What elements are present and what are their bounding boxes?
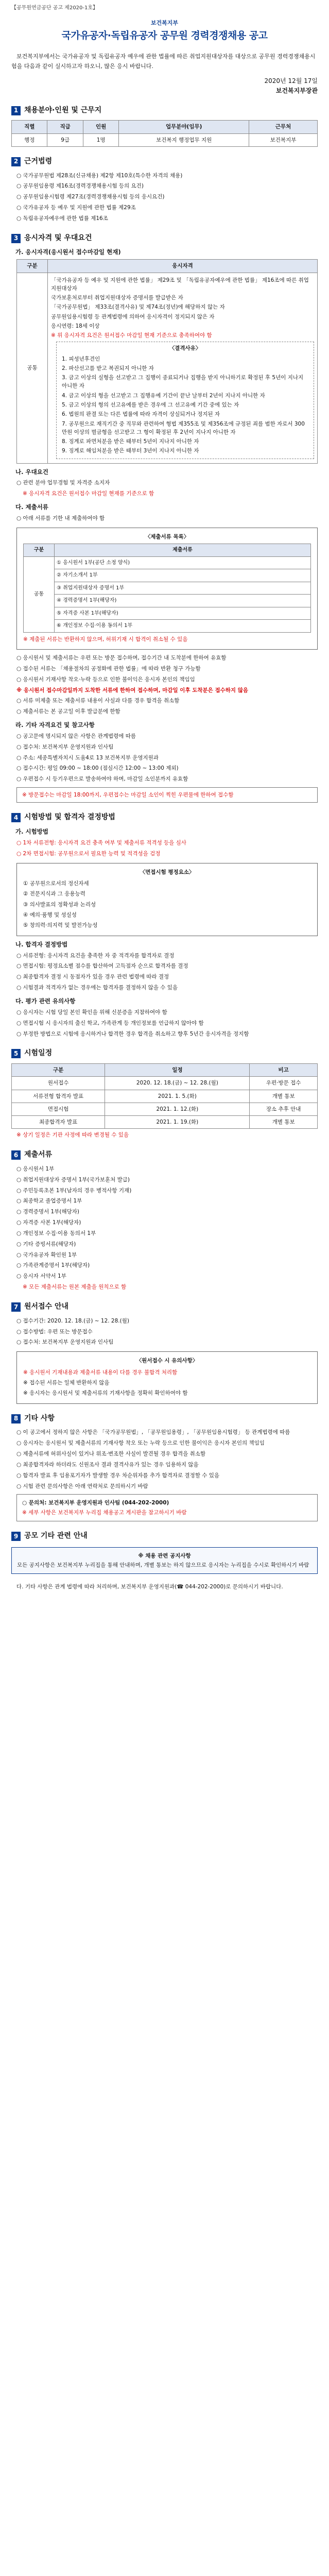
box-title: 〈원서접수 시 유의사항〉 xyxy=(136,1358,198,1364)
announcement-number: 【공무원연금공단 공고 제2020-1호】 xyxy=(11,5,98,11)
table-header: 구분 xyxy=(12,1064,105,1077)
table-header: 응시자격 xyxy=(48,260,318,273)
caution-item: ○ 부정한 방법으로 시험에 응시하거나 합격한 경우 합격을 취소하고 향후 5년간 응시자격을 정지함 xyxy=(16,1030,249,1037)
notice-box xyxy=(11,1547,318,1574)
subsection-title: 가. 응시자격(응시원서 접수마감일 현재) xyxy=(15,248,121,256)
section-title: 응시자격 및 우대요건 xyxy=(24,233,92,242)
submission-item: ○ 우편접수 시 등기우편으로 발송하여야 하며, 마감일 소인분까지 유효함 xyxy=(16,776,188,783)
decision-item: ○ 서류전형: 응시자격 요건을 충족한 자 중 적격자를 합격자로 결정 xyxy=(16,952,175,959)
table-header: 일정 xyxy=(105,1064,250,1077)
section-number: 7 xyxy=(11,1302,21,1312)
legal-basis-item: ○ 국가유공자 등 예우 및 지원에 관한 법률 제29조 xyxy=(16,205,136,211)
table-cell: ⑤ 자격증 사본 1부(해당자) xyxy=(55,607,311,620)
submission-item: ○ 접수처: 보건복지부 운영지원과 인사팀 xyxy=(16,743,114,750)
decision-item: ○ 면접시험: 평정요소별 점수를 합산하여 고득점자 순으로 합격자를 결정 xyxy=(16,963,188,970)
table-row xyxy=(12,1116,318,1129)
box-title: 〈제출서류 목록〉 xyxy=(145,533,189,540)
section-title: 기타 사항 xyxy=(24,1414,55,1422)
other-item: ○ 합격자 발표 후 임용포기자가 발생할 경우 차순위자를 추가 합격자로 결정할 수 있음 xyxy=(16,1472,220,1479)
table-header: 근무처 xyxy=(249,121,318,133)
eligibility-table xyxy=(16,259,318,463)
table-header: 구분 xyxy=(24,544,55,557)
other-requirement: ○ 공고문에 명시되지 않은 사항은 관계법령에 따름 xyxy=(16,733,136,739)
footer-line: 다. 기타 사항은 관계 법령에 따라 처리하며, 보건복지부 운영지원과(☎ 044-202-2000)로 문의하시기 바랍니다. xyxy=(16,1584,283,1590)
table-cell: 서류전형 합격자 발표 xyxy=(12,1090,105,1103)
eligibility-item: 공무원임용시험령 등 관계법령에 의하여 응시자격이 정지되지 않은 자 xyxy=(51,313,215,320)
disqualification-item: 8. 징계로 파면처분을 받은 때부터 5년이 지나지 아니한 자 xyxy=(62,438,199,445)
disqualification-box xyxy=(56,342,314,459)
table-cell: 2020. 12. 18.(금) ~ 12. 28.(월) xyxy=(105,1077,250,1090)
caution-item: ※ 응시원서 기재내용과 제출서류 내용이 다를 경우 불합격 처리함 xyxy=(23,1369,178,1376)
submission-item: ○ 제출서류는 본 공고일 이후 발급분에 한함 xyxy=(16,708,120,715)
criteria-item: ④ 예의·품행 및 성실성 xyxy=(23,912,77,919)
table-cell: 보건복지 행정업무 지원 xyxy=(119,133,249,146)
table-cell xyxy=(48,273,318,463)
section-number: 9 xyxy=(11,1532,21,1541)
disqualification-item: 1. 피성년후견인 xyxy=(62,355,100,362)
table-header: 직렬 xyxy=(12,121,47,133)
table-cell: 2021. 1. 5.(화) xyxy=(105,1090,250,1103)
required-doc-item: ○ 주민등록초본 1부(남자의 경우 병적사항 기재) xyxy=(16,1187,132,1194)
legal-basis-item: ○ 공무원임용령 제16조(경력경쟁채용시험 등의 요건) xyxy=(16,183,144,190)
section-number: 4 xyxy=(11,813,21,822)
table-row xyxy=(24,556,311,569)
section-8-header xyxy=(11,1413,318,1425)
eligibility-item: 응시연령: 18세 이상 xyxy=(51,323,100,329)
caution-item: ○ 응시자는 시험 당일 본인 확인을 위해 신분증을 지참하여야 함 xyxy=(16,1009,167,1015)
section-title: 공모 기타 관련 안내 xyxy=(24,1532,88,1540)
table-cell: ① 응시원서 1부(공단 소정 양식) xyxy=(55,556,311,569)
table-cell: ② 자기소개서 1부 xyxy=(55,569,311,582)
criteria-item: ① 공무원으로서의 정신자세 xyxy=(23,880,89,887)
required-doc-item: ○ 최종학교 졸업증명서 1부 xyxy=(16,1198,82,1205)
other-item: ○ 이 공고에서 정하지 않은 사항은 「국가공무원법」, 「공무원임용령」, 「공무원임용시험령」 등 관계법령에 따름 xyxy=(16,1429,290,1436)
table-header: 제출서류 xyxy=(55,544,311,557)
table-cell: 개별 통보 xyxy=(250,1116,318,1129)
table-cell: ③ 취업지원대상자 증명서 1부 xyxy=(55,582,311,595)
section-number: 8 xyxy=(11,1414,21,1423)
legal-basis-item: ○ 공무원임용시험령 제27조(경력경쟁채용시험 등의 응시요건) xyxy=(16,194,165,200)
subsection-title: 가. 시험방법 xyxy=(15,828,48,836)
disqualification-item: 2. 파산선고를 받고 복권되지 아니한 자 xyxy=(62,365,154,371)
exam-method-item: ○ 1차 서류전형: 응시자격 요건 충족 여부 및 제출서류 적격성 등을 심사 xyxy=(16,839,186,846)
required-doc-item: ○ 응시원서 1부 xyxy=(16,1165,55,1172)
table-cell: 행정 xyxy=(12,133,47,146)
section-1-header xyxy=(11,105,318,116)
announcement-date: 2020년 12월 17일 xyxy=(264,77,318,85)
section-title: 근거법령 xyxy=(24,157,53,165)
contact-box xyxy=(16,1494,318,1521)
caution-item: ※ 응시자는 응시원서 및 제출서류의 기재사항을 정확히 확인하여야 함 xyxy=(23,1390,188,1397)
section-5-header xyxy=(11,1048,318,1059)
section-7-header xyxy=(11,1301,318,1313)
subsection-title: 나. 합격자 결정방법 xyxy=(15,940,68,948)
table-cell: 보건복지부 xyxy=(249,133,318,146)
section-title: 채용분야·인원 및 근무지 xyxy=(24,106,102,114)
required-doc-item: ○ 개인정보 수집·이용 동의서 1부 xyxy=(16,1230,96,1236)
submission-item: ○ 응시원서 및 제출서류는 우편 또는 방문 접수하며, 접수기간 내 도착분에 한하여 유효함 xyxy=(16,655,227,662)
required-doc-item: ○ 취업지원대상자 증명서 1부(국가보훈처 발급) xyxy=(16,1176,130,1183)
box-title: 〈면접시험 평정요소〉 xyxy=(140,869,195,875)
disqualification-item: 7. 공무원으로 재직기간 중 직무와 관련하여 형법 제355조 및 제356조에 규정된 죄를 범한 자로서 300만원 이상의 벌금형을 선고받고 그 형이 확정된 후 2년이 지나지 아니한 자 xyxy=(62,420,305,435)
table-cell: 장소 추후 안내 xyxy=(250,1103,318,1115)
organization-name: 보건복지부 xyxy=(150,19,179,26)
table-row xyxy=(12,133,318,146)
table-cell: 원서접수 xyxy=(12,1077,105,1090)
table-cell: ⑥ 개인정보 수집·이용 동의서 1부 xyxy=(55,620,311,633)
box-title: 〈결격사유〉 xyxy=(169,345,201,352)
section-number: 6 xyxy=(11,1150,21,1160)
other-item: ○ 제출서류에 허위사실이 있거나 위조·변조한 사실이 발견될 경우 합격을 취소함 xyxy=(16,1451,206,1458)
legal-basis-item: ○ 국가공무원법 제28조(신규채용) 제2항 제10호(특수한 자격의 채용) xyxy=(16,172,183,179)
table-cell: 개별 통보 xyxy=(250,1090,318,1103)
subsection-title: 라. 기타 자격요건 및 참고사항 xyxy=(15,721,95,729)
notice-text: 모든 공지사항은 보건복지부 누리집을 통해 안내하며, 개별 통보는 하지 않으므로 응시자는 누리집을 수시로 확인하시기 바람 xyxy=(17,1562,309,1568)
announcement-issuer: 보건복지부장관 xyxy=(275,87,318,95)
section-3-header xyxy=(11,233,318,244)
table-row xyxy=(12,1077,318,1090)
table-cell: 공통 xyxy=(17,273,48,463)
decision-item: ○ 최종합격자 결정 시 동점자가 있을 경우 관련 법령에 따라 결정 xyxy=(16,974,169,980)
disqualification-item: 5. 금고 이상의 형의 선고유예를 받은 경우에 그 선고유예 기간 중에 있는 자 xyxy=(62,402,239,409)
eligibility-item: 「국가공무원법」 제33조(결격사유) 및 제74조(정년)에 해당하지 않는 자 xyxy=(51,304,225,311)
disqualification-item: 6. 법원의 판결 또는 다른 법률에 따라 자격이 상실되거나 정지된 자 xyxy=(62,411,220,418)
section-number: 1 xyxy=(11,106,21,115)
announcement-title: 국가유공자·독립유공자 공무원 경력경쟁채용 공고 xyxy=(61,29,268,41)
application-caution-box xyxy=(16,1351,318,1404)
application-item: ○ 접수처: 보건복지부 운영지원과 인사팀 xyxy=(16,1339,114,1346)
legal-basis-item: ○ 독립유공자예우에 관한 법률 제16조 xyxy=(16,215,108,222)
intro-paragraph: 보건복지부에서는 국가유공자 및 독립유공자 예우에 관한 법률에 따른 취업지원대상자를 대상으로 공무원 경력경쟁채용시험을 다음과 같이 실시하고자 하오니, 많은 응시 바랍니다. xyxy=(11,53,316,70)
interview-criteria-box xyxy=(16,863,318,936)
section-6-header xyxy=(11,1149,318,1161)
criteria-item: ③ 의사발표의 정확성과 논리성 xyxy=(23,901,96,908)
table-row xyxy=(24,582,311,595)
required-doc-item: ○ 가족관계증명서 1부(해당자) xyxy=(16,1262,90,1269)
table-row xyxy=(24,620,311,633)
table-cell: 1명 xyxy=(83,133,118,146)
notice-title: ※ 채용 관련 공지사항 xyxy=(138,1552,191,1559)
disqualification-item: 9. 징계로 해임처분을 받은 때부터 3년이 지나지 아니한 자 xyxy=(62,448,199,454)
subsection-title: 다. 제출서류 xyxy=(15,503,48,511)
criteria-item: ⑤ 창의력·의지력 및 발전가능성 xyxy=(23,922,98,929)
table-header: 업무분야(임무) xyxy=(119,121,249,133)
table-row xyxy=(17,273,318,463)
recruitment-table xyxy=(11,120,318,147)
section-number: 5 xyxy=(11,1049,21,1058)
submission-item: ○ 주소: 세종특별자치시 도움4로 13 보건복지부 운영지원과 xyxy=(16,754,159,761)
other-item: ○ 응시자는 응시원서 및 제출서류의 기재사항 착오 또는 누락 등으로 인한 불이익은 응시자 본인의 책임임 xyxy=(16,1440,265,1447)
table-cell: 면접시험 xyxy=(12,1103,105,1115)
eligibility-item: 국가보훈처로부터 취업지원대상자 증명서를 발급받은 자 xyxy=(51,295,183,301)
caution-item: ※ 접수된 서류는 일체 반환하지 않음 xyxy=(23,1379,110,1386)
table-row xyxy=(24,607,311,620)
eligibility-item: 「국가유공자 등 예우 및 지원에 관한 법률」 제29조 및 「독립유공자예우에 관한 법률」 제16조에 따른 취업지원대상자 xyxy=(51,277,309,292)
table-cell: 최종합격자 발표 xyxy=(12,1116,105,1129)
criteria-item: ② 전문지식과 그 응용능력 xyxy=(23,891,85,897)
section-title: 원서접수 안내 xyxy=(24,1302,69,1311)
documents-table xyxy=(23,544,311,633)
required-doc-note: ※ 모든 제출서류는 원본 제출을 원칙으로 함 xyxy=(23,1284,127,1291)
schedule-table xyxy=(11,1063,318,1129)
submission-item: ○ 서류 미제출 또는 제출서류 내용이 사실과 다를 경우 합격을 취소함 xyxy=(16,698,180,704)
disqualification-item: 4. 금고 이상의 형을 선고받고 그 집행유예 기간이 끝난 날부터 2년이 지나지 아니한 자 xyxy=(62,392,265,399)
required-doc-item: ○ 응시자 서약서 1부 xyxy=(16,1273,66,1280)
table-cell: 2021. 1. 12.(화) xyxy=(105,1103,250,1115)
exam-method-item: ○ 2차 면접시험: 공무원으로서 필요한 능력 및 적격성을 검정 xyxy=(16,850,161,857)
table-row xyxy=(24,569,311,582)
caution-item: ○ 면접시험 시 응시자의 출신 학교, 가족관계 등 개인정보를 언급하지 않아야 함 xyxy=(16,1020,204,1026)
other-item: ○ 시험 관련 문의사항은 아래 연락처로 문의하시기 바람 xyxy=(16,1483,148,1489)
table-header: 인원 xyxy=(83,121,118,133)
subsection-title: 다. 평가 관련 유의사항 xyxy=(15,997,76,1005)
submission-item: ○ 응시원서 기재사항 착오·누락 등으로 인한 불이익은 응시자 본인의 책임임 xyxy=(16,676,195,683)
table-row xyxy=(12,1103,318,1115)
section-4-header xyxy=(11,812,318,823)
section-title: 제출서류 xyxy=(24,1150,53,1159)
submission-item: ○ 접수시간: 평일 09:00 ~ 18:00 (점심시간 12:00 ~ 13:00 제외) xyxy=(16,765,179,772)
table-row xyxy=(12,1090,318,1103)
application-item: ○ 접수방법: 우편 또는 방문접수 xyxy=(16,1328,93,1335)
table-cell: 공통 xyxy=(24,556,55,632)
table-cell: 우편·방문 접수 xyxy=(250,1077,318,1090)
application-item: ○ 접수기간: 2020. 12. 18.(금) ~ 12. 28.(월) xyxy=(16,1317,129,1324)
disqualification-item: 3. 금고 이상의 실형을 선고받고 그 집행이 종료되거나 집행을 받지 아니하기로 확정된 후 5년이 지나지 아니한 자 xyxy=(62,375,304,389)
section-title: 시험일정 xyxy=(24,1049,53,1058)
required-doc-item: ○ 자격증 사본 1부(해당자) xyxy=(16,1219,81,1226)
documents-note: ※ 제출된 서류는 반환하지 않으며, 허위기재 시 합격이 취소될 수 있음 xyxy=(23,636,188,642)
eligibility-note: ※ 위 응시자격 요건은 원서접수 마감일 현재 기준으로 충족하여야 함 xyxy=(51,332,212,339)
submission-deadline-box: ※ 방문접수는 마감일 18:00까지, 우편접수는 마감일 소인이 찍힌 우편물에 한하여 접수함 xyxy=(16,787,318,803)
table-cell: ④ 경력증명서 1부(해당자) xyxy=(55,595,311,607)
section-2-header xyxy=(11,156,318,167)
section-title: 시험방법 및 합격자 결정방법 xyxy=(24,813,115,822)
documents-box xyxy=(16,528,318,650)
table-row xyxy=(24,595,311,607)
table-header: 직급 xyxy=(47,121,83,133)
contact-note: ※ 세부 사항은 보건복지부 누리집 채용공고 게시판을 참고하시기 바람 xyxy=(22,1509,187,1516)
contact-line: ○ 문의처: 보건복지부 운영지원과 인사팀 (044-202-2000) xyxy=(22,1500,169,1506)
preference-note: ※ 응시자격 요건은 원서접수 마감일 현재를 기준으로 함 xyxy=(23,490,154,497)
table-cell: 9급 xyxy=(47,133,83,146)
section-9-header xyxy=(11,1531,318,1542)
required-doc-item: ○ 경력증명서 1부(해당자) xyxy=(16,1209,79,1215)
table-header: 비고 xyxy=(250,1064,318,1077)
section-number: 3 xyxy=(11,234,21,243)
section-number: 2 xyxy=(11,157,21,166)
submission-item: ○ 접수된 서류는 「채용절차의 공정화에 관한 법률」에 따라 반환 청구 가능함 xyxy=(16,665,201,672)
required-doc-item: ○ 국가유공자 확인원 1부 xyxy=(16,1251,77,1258)
schedule-note: ※ 상기 일정은 기관 사정에 따라 변경될 수 있음 xyxy=(16,1132,129,1139)
table-cell: 2021. 1. 19.(화) xyxy=(105,1116,250,1129)
decision-item: ○ 시험결과 적격자가 없는 경우에는 합격자를 결정하지 않을 수 있음 xyxy=(16,985,178,991)
required-doc-item: ○ 기타 증빙서류(해당자) xyxy=(16,1241,76,1247)
documents-intro: ○ 아래 서류를 기한 내 제출하여야 함 xyxy=(16,515,105,521)
submission-warning: ※ 응시원서 접수마감일까지 도착한 서류에 한하여 접수하며, 마감일 이후 도착분은 접수하지 않음 xyxy=(16,687,248,693)
subsection-title: 나. 우대요건 xyxy=(15,468,48,476)
other-item: ○ 최종합격자라 하더라도 신원조사 결과 결격사유가 있는 경우 임용하지 않음 xyxy=(16,1461,199,1468)
preference-item: ○ 관련 분야 업무경험 및 자격증 소지자 xyxy=(16,480,110,486)
table-header: 구분 xyxy=(17,260,48,273)
